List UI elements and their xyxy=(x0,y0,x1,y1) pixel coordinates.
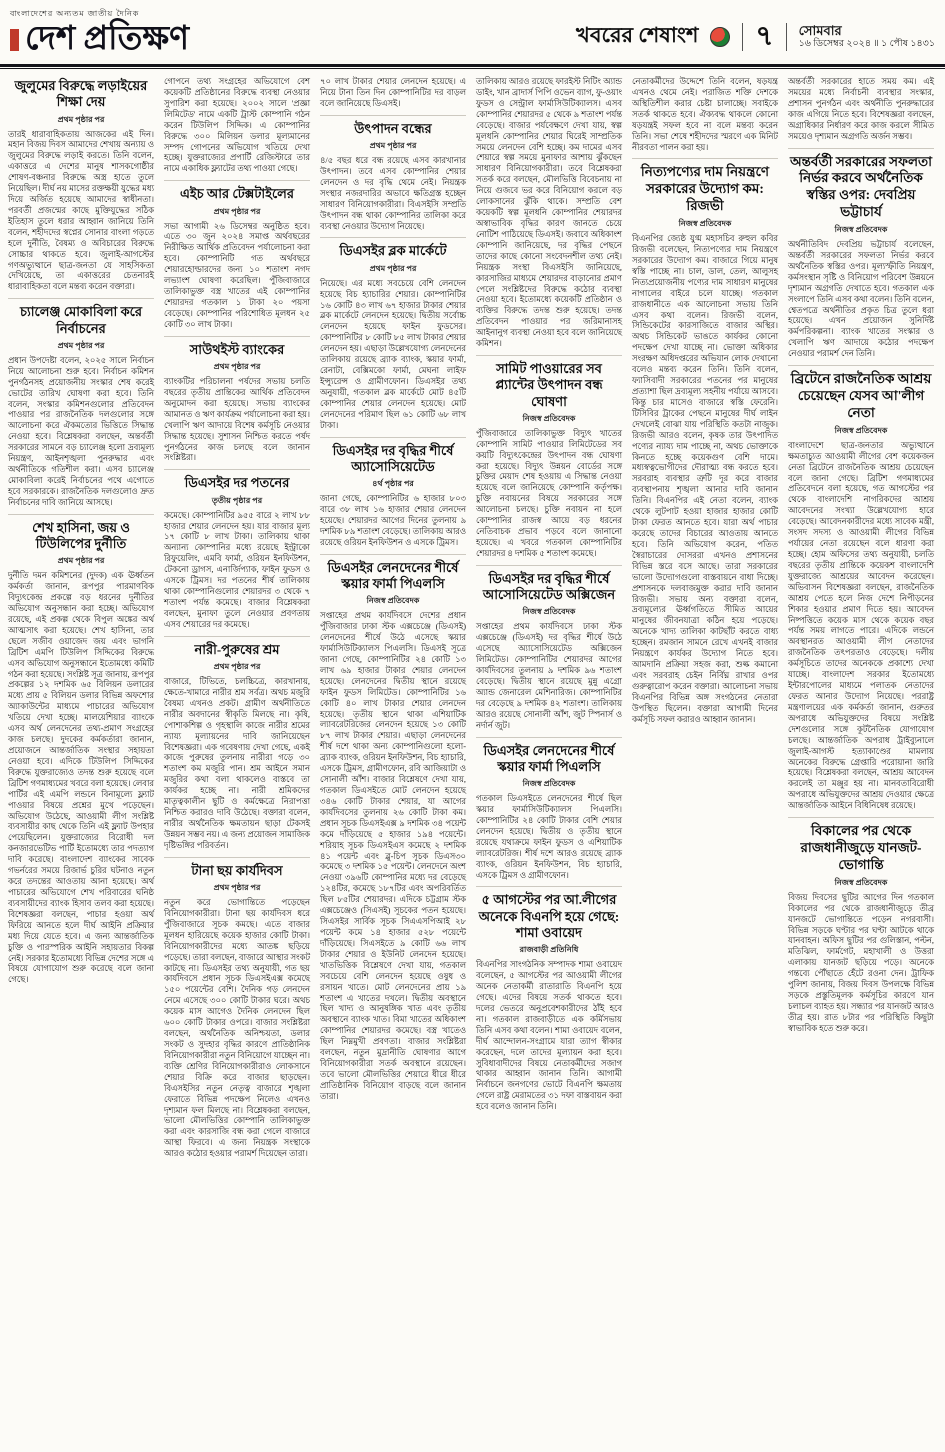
article-body: বিএনপির জ্যেষ্ঠ যুগ্ম মহাসচিব রুহুল কবির রিজভী বলেছেন, নিত্যপণ্যের দাম নিয়ন্ত্রণে সরকারের উদ্যোগ কম। বাজারে গিয়ে মানুষ স্বস্তি পাচ্ছে না। চাল, ডাল, তেল, আলুসহ নিত্যপ্রয়োজনীয় পণ্যের দাম সাধারণ মানুষের নাগালের বাইরে চলে যাচ্ছে। গতকাল রাজধানীতে এক আলোচনা সভায় তিনি এসব কথা বলেন। রিজভী বলেন, সিন্ডিকেটের কারসাজিতে বাজার অস্থির। অথচ সিন্ডিকেট ভাঙতে কার্যকর কোনো পদক্ষেপ দেখা যাচ্ছে না। ভোক্তা অধিকার সংরক্ষণ অধিদপ্তরের অভিযান লোক দেখানো বলেও মন্তব্য করেন তিনি। তিনি বলেন, ফ্যাসিবাদী সরকারের পতনের পর মানুষের প্রত্যাশা ছিল দ্রব্যমূল্য সহনীয় পর্যায়ে আসবে। কিন্তু চার মাসেও বাজারে স্বস্তি ফেরেনি। টিসিবির ট্রাকের পেছনে মানুষের দীর্ঘ লাইন দেখলেই বোঝা যায় পরিস্থিতি কতটা নাজুক। রিজভী আরও বলেন, কৃষক তার উৎপাদিত পণ্যের ন্যায্য দাম পাচ্ছে না, অথচ ভোক্তাকে কিনতে হচ্ছে কয়েকগুণ বেশি দামে। মধ্যস্বত্বভোগীদের দৌরাত্ম্য বন্ধ করতে হবে। সরবরাহ ব্যবস্থার ত্রুটি দূর করে বাজার ব্যবস্থাপনায় শৃঙ্খলা আনার দাবি জানান তিনি। বিএনপির এই নেতা বলেন, ব্যাংক থেকে লুটপাট হওয়া হাজার হাজার কোটি টাকা ফেরত আনতে হবে। যারা অর্থ পাচার করেছে তাদের বিচারের আওতায় আনতে হবে। তিনি অভিযোগ করেন, পতিত স্বৈরাচারের দোসররা এখনও প্রশাসনের বিভিন্ন স্তরে বসে আছে। তারা সরকারের ভালো উদ্যোগগুলো বাস্তবায়নে বাধা দিচ্ছে। প্রশাসনকে দলবাজমুক্ত করার দাবি জানান রিজভী। সভায় অন্য বক্তারা বলেন, দ্রব্যমূল্যের ঊর্ধ্বগতিতে সীমিত আয়ের মানুষের জীবনযাত্রা কঠিন হয়ে পড়েছে। অনেকে খাদ্য তালিকা কাটছাঁট করতে বাধ্য হচ্ছেন। রমজান সামনে রেখে এখনই বাজার নিয়ন্ত্রণে কার্যকর উদ্যোগ নিতে হবে। আমদানি প্রক্রিয়া সহজ করা, শুল্ক কমানো এবং সরবরাহ চেইন নির্বিঘ্ন রাখার ওপর গুরুত্বারোপ করেন বক্তারা। আলোচনা সভায় বিএনপির বিভিন্ন অঙ্গ সংগঠনের নেতারা উপস্থিত ছিলেন। বক্তারা আগামী দিনের কর্মসূচি সফল করারও আহ্বান জানান। xyxy=(632,234,778,724)
article-headline: ডিএসইর দর বৃদ্ধির শীর্ষে আসোসিয়েটেড অক্সিজেন xyxy=(482,570,616,603)
article-dse-gainer-associated xyxy=(320,437,466,549)
article-body: দুর্নীতি দমন কমিশনের (দুদক) এক ঊর্ধ্বতন কর্মকর্তা জানান, রূপপুর পারমাণবিক বিদ্যুৎকেন্দ্র প্রকল্পে বড় ধরনের দুর্নীতির অভিযোগ অনুসন্ধান করা হচ্ছে। অভিযোগ রয়েছে, এই প্রকল্প থেকে বিপুল অঙ্কের অর্থ আত্মসাৎ করা হয়েছে। শেখ হাসিনা, তার ছেলে সজীব ওয়াজেদ জয় এবং ভাগনি ব্রিটিশ এমপি টিউলিপ সিদ্দিকের বিরুদ্ধে এসব অভিযোগ অনুসন্ধানে ইতোমধ্যে কমিটি গঠন করা হয়েছে। সংশ্লিষ্ট সূত্র জানায়, রূপপুর প্রকল্পের ১২ দশমিক ৬৫ বিলিয়ন ডলারের মধ্যে প্রায় ৫ বিলিয়ন ডলার বিভিন্ন অফশোর অ্যাকাউন্টের মাধ্যমে পাচারের অভিযোগ খতিয়ে দেখা হচ্ছে। মালয়েশিয়ার ব্যাংকে এসব অর্থ লেনদেনের তথ্য-প্রমাণ সংগ্রহের কাজ চলছে। দুদকের কর্মকর্তারা জানান, প্রয়োজনে আন্তর্জাতিক সংস্থার সহায়তা নেওয়া হবে। এদিকে টিউলিপ সিদ্দিকের বিরুদ্ধে যুক্তরাজ্যেও তদন্ত শুরু হয়েছে বলে ব্রিটিশ গণমাধ্যমের খবরে বলা হয়েছে। লেবার পার্টির এই এমপি লন্ডনে বিনামূল্যে ফ্ল্যাট পাওয়ার বিষয়ে প্রশ্নের মুখে পড়েছেন। অভিযোগ উঠেছে, আওয়ামী লীগ সংশ্লিষ্ট ব্যবসায়ীর কাছ থেকে তিনি এই ফ্ল্যাট উপহার পেয়েছিলেন। যুক্তরাজ্যের বিরোধী দল কনজারভেটিভ পার্টি ইতোমধ্যে তার পদত্যাগ দাবি করেছে। বাংলাদেশ ব্যাংকের সাবেক গভর্নরের সময়ে রিজার্ভ চুরির ঘটনাও নতুন করে তদন্তের আওতায় আনা হয়েছে। অর্থ পাচারের অভিযোগে শেখ পরিবারের ঘনিষ্ঠ ব্যবসায়ীদের ব্যাংক হিসাব তলব করা হয়েছে। বিশেষজ্ঞরা বলছেন, পাচার হওয়া অর্থ ফিরিয়ে আনতে হলে দীর্ঘ আইনি প্রক্রিয়ার মধ্য দিয়ে যেতে হবে। এ জন্য আন্তর্জাতিক চুক্তি ও পারস্পরিক আইনি সহায়তার বিকল্প নেই। সরকার ইতোমধ্যে বিভিন্ন দেশের সঙ্গে এ বিষয়ে যোগাযোগ শুরু করেছে বলে জানা গেছে। xyxy=(8,571,154,985)
article-byline: প্রথম পৃষ্ঠার পর xyxy=(213,662,261,672)
date-block xyxy=(799,23,935,50)
article-headline: উৎপাদন বন্ধের xyxy=(354,120,432,136)
article-body: গতকাল ডিএসইতে লেনদেনের শীর্ষে ছিল স্কয়ার ফার্মাসিউটিক্যালস পিএলসি। কোম্পানিটির ২৪ কোটি টাকার বেশি শেয়ার লেনদেন হয়েছে। দ্বিতীয় ও তৃতীয় স্থানে রয়েছে যথাক্রমে ফাইন ফুডস ও এশিয়াটিক ল্যাবরেটরিজ। শীর্ষ দশে আরও রয়েছে ব্র্যাক ব্যাংক, ওরিয়ন ইনফিউশন, বিচ হ্যাচারি, এসকে ট্রিমস ও গ্রামীণফোন। xyxy=(476,794,622,880)
article-headline: অন্তর্বর্তী সরকারের সফলতা নির্ভর করবে অর্থনৈতিক স্বস্তির ওপর: দেবপ্রিয় ভট্টাচার্য xyxy=(789,153,933,220)
article-byline: প্রথম পৃষ্ঠার পর xyxy=(369,141,417,151)
article-body: বিএনপির সাংগঠনিক সম্পাদক শামা ওবায়েদ বলেছেন, ৫ আগস্টের পর আওয়ামী লীগের অনেক নেতাকর্মী রাতারাতি বিএনপি হয়ে গেছে। এদের বিষয়ে সতর্ক থাকতে হবে। দলের ভেতরে অনুপ্রবেশকারীদের ঠাঁই হবে না। গতকাল রাজবাড়ীতে এক কর্মিসভায় তিনি এসব কথা বলেন। শামা ওবায়েদ বলেন, দীর্ঘ আন্দোলন-সংগ্রামে যারা ত্যাগ স্বীকার করেছেন, দলে তাদের মূল্যায়ন করা হবে। সুবিধাবাদীদের বিষয়ে নেতাকর্মীদের সজাগ থাকার আহ্বান জানান তিনি। আগামী নির্বাচনে জনগণের ভোটে বিএনপি ক্ষমতায় গেলে রাষ্ট্র মেরামতের ৩১ দফা বাস্তবায়ন করা হবে বলেও জানান তিনি। xyxy=(476,960,622,1112)
page-number: ৭ xyxy=(742,23,786,51)
article-body: প্রধান উপদেষ্টা বলেন, ২০২৫ সালে নির্বাচন নিয়ে আলোচনা শুরু হবে। নির্বাচন কমিশন পুনর্গঠনসহ প্রয়োজনীয় সংস্কার শেষ করেই ভোটের তারিখ ঘোষণা করা হবে। তিনি বলেন, সংস্কার কমিশনগুলোর প্রতিবেদন পাওয়ার পর রাজনৈতিক দলগুলোর সঙ্গে আলোচনা করে ঐকমত্যের ভিত্তিতে সিদ্ধান্ত নেওয়া হবে। বিশ্লেষকরা বলছেন, অন্তর্বর্তী সরকারের সামনে বড় চ্যালেঞ্জ হলো দ্রব্যমূল্য নিয়ন্ত্রণ, আইনশৃঙ্খলা পুনরুদ্ধার এবং অর্থনীতিকে গতিশীল করা। এসব চ্যালেঞ্জ মোকাবিলা করেই নির্বাচনের পথে এগোতে হবে সরকারকে। রাজনৈতিক দলগুলোও দ্রুত নির্বাচনের দাবি জানিয়ে আসছে। xyxy=(8,355,154,507)
article-headline: ডিএসইর লেনদেনের শীর্ষে স্কয়ার ফার্মা পিএলসি xyxy=(483,742,615,774)
article-byline: নিজস্ব প্রতিবেদক xyxy=(522,779,576,789)
article-body: পুঁজিবাজারে তালিকাভুক্ত বিদ্যুৎ খাতের কোম্পানি সামিট পাওয়ার লিমিটেডের সব কয়টি বিদ্যুৎকেন্দ্রের উৎপাদন বন্ধ ঘোষণা করা হয়েছে। বিদ্যুৎ উন্নয়ন বোর্ডের সঙ্গে চুক্তির মেয়াদ শেষ হওয়ায় এ সিদ্ধান্ত নেওয়া হয়েছে বলে জানিয়েছে কোম্পানি কর্তৃপক্ষ। চুক্তি নবায়নের বিষয়ে সরকারের সঙ্গে আলোচনা চলছে। চুক্তি নবায়ন না হলে কোম্পানির রাজস্ব আয়ে বড় ধরনের নেতিবাচক প্রভাব পড়বে বলে জানানো হয়েছে। এ খবরে গতকাল কোম্পানিটির শেয়ারদর ৪ দশমিক ৫ শতাংশ কমেছে। xyxy=(476,428,622,558)
article-uk-asylum xyxy=(788,365,934,812)
article-body: বাজারে, টিভিতে, চলচ্চিত্রে, কারখানায়, ক্ষেতে-খামারে নারীর শ্রম সর্বত্র। অথচ মজুরি বৈষম্য এখনও প্রকট। গ্রামীণ অর্থনীতিতে নারীর অবদানের স্বীকৃতি মিলছে না। কৃষি, পোশাকশিল্প ও গৃহস্থালি কাজে নারীর শ্রমের ন্যায্য মূল্যায়নের দাবি জানিয়েছেন বিশেষজ্ঞরা। এক গবেষণায় দেখা গেছে, একই কাজে পুরুষের তুলনায় নারীরা গড়ে ৩০ শতাংশ কম মজুরি পান। শ্রম আইনে সমান মজুরির কথা বলা থাকলেও বাস্তবে তা কার্যকর হচ্ছে না। নারী শ্রমিকদের মাতৃত্বকালীন ছুটি ও কর্মক্ষেত্রে নিরাপত্তা নিশ্চিত করারও দাবি উঠেছে। বক্তারা বলেন, নারীর অর্থনৈতিক ক্ষমতায়ন ছাড়া টেকসই উন্নয়ন সম্ভব নয়। এ জন্য প্রয়োজন সামাজিক দৃষ্টিভঙ্গির পরিবর্তন। xyxy=(164,677,310,850)
article-headline: নারী-পুরুষের শ্রম xyxy=(194,641,280,657)
article-body: ৪/৫ বছর ধরে বন্ধ রয়েছে এসব কারখানার উৎপাদন। তবে এসব কোম্পানির শেয়ার লেনদেন ও দর বৃদ্ধি থেমে নেই। নিয়ন্ত্রক সংস্থার নজরদারির অভাবে ক্ষতিগ্রস্ত হচ্ছেন সাধারণ বিনিয়োগকারীরা। বিএসইসি সম্প্রতি উৎপাদন বন্ধ থাকা কোম্পানির তালিকা করে ব্যবস্থা নেওয়ার উদ্যোগ নিয়েছে। xyxy=(320,156,466,231)
article-body: অর্থনীতিবিদ দেবপ্রিয় ভট্টাচার্য বলেছেন, অন্তর্বর্তী সরকারের সফলতা নির্ভর করবে অর্থনৈতিক স্বস্তির ওপর। মূল্যস্ফীতি নিয়ন্ত্রণ, কর্মসংস্থান সৃষ্টি ও বিনিয়োগ পরিবেশ উন্নয়নে দৃশ্যমান অগ্রগতি দেখাতে হবে। গতকাল এক সংলাপে তিনি এসব কথা বলেন। তিনি বলেন, শ্বেতপত্রে অর্থনীতির প্রকৃত চিত্র তুলে ধরা হয়েছে। এখন প্রয়োজন সুনির্দিষ্ট কর্মপরিকল্পনা। ব্যাংক খাতের সংস্কার ও খেলাপি ঋণ আদায়ে কঠোর পদক্ষেপ নেওয়ার পরামর্শ দেন তিনি। xyxy=(788,240,934,359)
article-headline: টানা ছয় কার্যদিবস xyxy=(191,862,283,878)
article-headline: সাউথইস্ট ব্যাংকের xyxy=(189,341,285,357)
article-body: জানা গেছে, কোম্পানিটির ৬ হাজার ৮০৩ বারে ৩৮ লাখ ১৬ হাজার শেয়ার লেনদেন হয়েছে। শেয়ারদর আগের দিনের তুলনায় ৯ দশমিক ৮৯ শতাংশ বেড়েছে। তালিকায় আরও রয়েছে ওরিয়ন ইনফিউশন ও এসকে ট্রিমস। xyxy=(320,494,466,547)
article-traffic-jam xyxy=(788,817,934,1035)
article-headline: সামিট পাওয়ারের সব প্ল্যান্টের উৎপাদন বন্ধ ঘোষণা xyxy=(495,361,603,409)
article-headline: ডিএসইর দর পতনের xyxy=(184,475,290,491)
masthead-title-row xyxy=(10,23,189,56)
paper-name: দেশ প্রতিক্ষণ xyxy=(25,21,190,57)
article-dse-turnover-square-2 xyxy=(476,737,622,882)
column-1 xyxy=(8,77,154,991)
article-byline: প্রথম পৃষ্ঠার পর xyxy=(213,883,261,893)
article-byline: প্রথম পৃষ্ঠার পর xyxy=(369,263,417,273)
article-byline: নিজস্ব প্রতিবেদক xyxy=(678,219,732,229)
masthead-left xyxy=(10,8,189,56)
article-fight-oppression xyxy=(8,78,154,293)
article-headline: শেখ হাসিনা, জয় ও টিউলিপের দুর্নীতি xyxy=(32,519,130,551)
article-debapriya-economy xyxy=(788,148,934,361)
section-name: খবরের শেষাংশ xyxy=(576,23,699,47)
article-associated-oxygen xyxy=(476,565,622,732)
article-body: বাংলাদেশে ছাত্র-জনতার অভ্যুত্থানে ক্ষমতাচ্যুত আওয়ামী লীগের বেশ কয়েকজন নেতা ব্রিটেনে রাজনৈতিক আশ্রয় চেয়েছেন বলে জানা গেছে। ব্রিটিশ গণমাধ্যমের প্রতিবেদনে বলা হয়েছে, গত আগস্টের পর থেকে বাংলাদেশি নাগরিকদের আশ্রয় আবেদনের সংখ্যা উল্লেখযোগ্য হারে বেড়েছে। আবেদনকারীদের মধ্যে সাবেক মন্ত্রী, সংসদ সদস্য ও আওয়ামী লীগের বিভিন্ন পর্যায়ের নেতা রয়েছেন বলে ধারণা করা হচ্ছে। হোম অফিসের তথ্য অনুযায়ী, চলতি বছরের তৃতীয় প্রান্তিকে কয়েকশ বাংলাদেশি যুক্তরাজ্যে আশ্রয়ের আবেদন করেছেন। অভিবাসন বিশেষজ্ঞরা বলছেন, রাজনৈতিক আশ্রয় পেতে হলে নিজ দেশে নিপীড়নের শিকার হওয়ার প্রমাণ দিতে হয়। আবেদন নিষ্পত্তিতে কয়েক মাস থেকে কয়েক বছর পর্যন্ত সময় লাগতে পারে। এদিকে লন্ডনে অবস্থানরত আওয়ামী লীগ নেতাদের রাজনৈতিক তৎপরতাও বেড়েছে। দলীয় কর্মসূচিতে তাদের অনেককে প্রকাশ্যে দেখা যাচ্ছে। বাংলাদেশ সরকার ইতোমধ্যে ইন্টারপোলের মাধ্যমে পলাতক নেতাদের ফেরত আনার উদ্যোগ নিয়েছে। পররাষ্ট্র মন্ত্রণালয়ের এক কর্মকর্তা জানান, গুরুতর অপরাধে অভিযুক্তদের বিষয়ে সংশ্লিষ্ট দেশগুলোর সঙ্গে কূটনৈতিক যোগাযোগ চলছে। আন্তর্জাতিক অপরাধ ট্রাইব্যুনালে জুলাই-আগস্ট হত্যাকাণ্ডের মামলায় অনেকের বিরুদ্ধে গ্রেপ্তারি পরোয়ানা জারি হয়েছে। বিশ্লেষকরা বলছেন, আশ্রয় আবেদন করলেই তা মঞ্জুর হয় না। মানবতাবিরোধী অপরাধে অভিযুক্তদের আশ্রয় দেওয়ার ক্ষেত্রে আন্তর্জাতিক আইনে বিধিনিষেধ রয়েছে। xyxy=(788,440,934,811)
continuation-block xyxy=(632,77,778,153)
article-headline: নিত্যপণ্যের দাম নিয়ন্ত্রণে সরকারের উদ্যোগ কম: রিজভী xyxy=(640,164,770,214)
article-rizvi-commodity-prices xyxy=(632,158,778,725)
article-body: নেতাকর্মীদের উদ্দেশে তিনি বলেন, ষড়যন্ত্র এখনও থেমে নেই। পরাজিত শক্তি দেশকে অস্থিতিশীল করার চেষ্টা চালাচ্ছে। সবাইকে সতর্ক থাকতে হবে। ঐক্যবদ্ধ থাকলে কোনো ষড়যন্ত্রই সফল হবে না বলে মন্তব্য করেন তিনি। সভা শেষে শহীদদের স্মরণে এক মিনিট নীরবতা পালন করা হয়। xyxy=(632,77,778,152)
article-byline: নিজস্ব প্রতিবেদক xyxy=(834,425,888,435)
article-headline: চ্যালেঞ্জ মোকাবিলা করে নির্বাচনের xyxy=(19,304,143,336)
article-body: সভা আগামী ২৬ ডিসেম্বর অনুষ্ঠিত হবে। এতে ৩০ জুন ২০২৪ সমাপ্ত অর্থবছরের নিরীক্ষিত আর্থিক প্রতিবেদন পর্যালোচনা করা হবে। কোম্পানিটি গত অর্থবছরে শেয়ারহোল্ডারদের জন্য ১০ শতাংশ নগদ লভ্যাংশ ঘোষণা করেছিল। পুঁজিবাজারে তালিকাভুক্ত বস্ত্র খাতের এই কোম্পানির শেয়ারদর গতকাল ১ টাকা ২০ পয়সা বেড়েছে। কোম্পানির পরিশোধিত মূলধন ২৫ কোটি ৩০ লাখ টাকা। xyxy=(164,221,310,329)
weekday: সোমবার xyxy=(798,23,842,38)
date-line: ১৬ ডিসেম্বর ২০২৪ ॥ ১ পৌষ ১৪৩১ xyxy=(798,38,935,49)
article-six-sessions-decline xyxy=(164,857,310,1160)
article-byline: তৃতীয় পৃষ্ঠার পর xyxy=(211,495,263,505)
article-body: বিজয় দিবসের ছুটির আগের দিন গতকাল বিকালের পর থেকে রাজধানীজুড়ে তীব্র যানজটে ভোগান্তিতে পড়েন নগরবাসী। বিভিন্ন সড়কে ঘণ্টার পর ঘণ্টা আটকে থাকে যানবাহন। অফিস ছুটির পর গুলিস্তান, পল্টন, মতিঝিল, ফার্মগেট, মহাখালী ও উত্তরা এলাকায় যানজট ছড়িয়ে পড়ে। অনেকে গন্তব্যে পৌঁছাতে হেঁটে রওনা দেন। ট্রাফিক পুলিশ জানায়, বিজয় দিবস উপলক্ষে বিভিন্ন সড়কে প্রস্তুতিমূলক কর্মসূচির কারণে যান চলাচল ব্যাহত হয়। সন্ধ্যার পর যানজট আরও তীব্র হয়। রাত ৮টার পর পরিস্থিতি কিছুটা স্বাভাবিক হতে শুরু করে। xyxy=(788,892,934,1033)
continuation-block xyxy=(476,77,622,350)
article-body: গোপনে তথ্য সংগ্রহের অভিযোগে বেশ কয়েকটি প্রতিষ্ঠানের বিরুদ্ধে ব্যবস্থা নেওয়ার সুপারিশ করা হয়েছে। ২০০২ সালে 'প্রজ্ঞা লিমিটেড' নামে একটি ট্রাস্ট কোম্পানি গঠন করেন টিউলিপ সিদ্দিক। এ কোম্পানির বিরুদ্ধে ৩০০ মিলিয়ন ডলার মূল্যমানের সম্পদ গোপনের অভিযোগ খতিয়ে দেখা হচ্ছে। যুক্তরাজ্যের প্রপার্টি রেজিস্টারে তার নামে একাধিক ফ্ল্যাটের তথ্য পাওয়া গেছে। xyxy=(164,77,310,174)
article-body: তারই ধারাবাহিকতায় আজকের এই দিন। মহান বিজয় দিবস আমাদের শেখায় অন্যায় ও জুলুমের বিরুদ্ধে লড়াই করতে। তিনি বলেন, একাত্তরে এ দেশের মানুষ শাসকগোষ্ঠীর শোষণ-বঞ্চনার বিরুদ্ধে অস্ত্র হাতে তুলে নিয়েছিল। দীর্ঘ নয় মাসের রক্তক্ষয়ী যুদ্ধের মধ্য দিয়ে অর্জিত হয়েছে আমাদের স্বাধীনতা। পরবর্তী প্রজন্মের কাছে মুক্তিযুদ্ধের সঠিক ইতিহাস তুলে ধরার আহ্বান জানিয়ে তিনি বলেন, শহীদদের স্বপ্নের সোনার বাংলা গড়তে হলে দুর্নীতি, বৈষম্য ও অবিচারের বিরুদ্ধে সোচ্চার থাকতে হবে। জুলাই-আগস্টের গণঅভ্যুত্থানে ছাত্র-জনতা যে সাহসিকতা দেখিয়েছে, তা একাত্তরের চেতনারই ধারাবাহিকতা বলে মন্তব্য করেন বক্তারা। xyxy=(8,129,154,292)
article-byline: প্রথম পৃষ্ঠার পর xyxy=(57,556,105,566)
article-byline: নিজস্ব প্রতিবেদক xyxy=(522,413,576,423)
article-body: ব্যাংকটির পরিচালনা পর্ষদের সভায় চলতি বছরের তৃতীয় প্রান্তিকের আর্থিক প্রতিবেদন অনুমোদন করা হয়েছে। সভায় ব্যাংকের আমানত ও ঋণ কার্যক্রম পর্যালোচনা করা হয়। খেলাপি ঋণ আদায়ে বিশেষ কর্মসূচি নেওয়ার সিদ্ধান্ত হয়েছে। সুশাসন নিশ্চিত করতে পর্ষদ পুনর্গঠনের কাজ চলছে বলে জানান সংশ্লিষ্টরা। xyxy=(164,377,310,463)
column-3 xyxy=(320,77,466,1108)
column-6 xyxy=(788,77,934,1040)
article-byline: নিজস্ব প্রতিবেদক xyxy=(834,225,888,235)
article-body: অন্তর্বর্তী সরকারের হাতে সময় কম। এই সময়ের মধ্যে নির্বাচনী ব্যবস্থার সংস্কার, প্রশাসন পুনর্গঠন এবং অর্থনীতি পুনরুদ্ধারের কাজ এগিয়ে নিতে হবে। বিশেষজ্ঞরা বলছেন, অগ্রাধিকার নির্ধারণ করে কাজ করলে সীমিত সময়েও দৃশ্যমান অগ্রগতি অর্জন সম্ভব। xyxy=(788,77,934,141)
masthead-flag-icon xyxy=(10,29,19,51)
column-2 xyxy=(164,77,310,1165)
article-production-shut xyxy=(320,115,466,233)
article-summit-power xyxy=(476,355,622,560)
article-headline: ডিএসইর ব্লক মার্কেটে xyxy=(339,243,447,259)
article-byline: প্রথম পৃষ্ঠার পর xyxy=(57,340,105,350)
article-headline: জুলুমের বিরুদ্ধে লড়াইয়ের শিক্ষা দেয় xyxy=(14,78,148,110)
masthead xyxy=(0,0,945,67)
column-5 xyxy=(632,77,778,731)
article-body: নিয়েছে। এর মধ্যে সবচেয়ে বেশি লেনদেন হয়েছে বিচ হ্যাচারির শেয়ার। কোম্পানিটির ১৬ কোটি ৪৩ লাখ ৬৭ হাজার টাকার শেয়ার ব্লক মার্কেটে লেনদেন হয়েছে। দ্বিতীয় সর্বোচ্চ লেনদেন হয়েছে ফাইন ফুডসের। কোম্পানিটির ৮ কোটি ৮৫ লাখ টাকার শেয়ার লেনদেন হয়। এছাড়া উল্লেখযোগ্য লেনদেনের তালিকায় রয়েছে ব্র্যাক ব্যাংক, স্কয়ার ফার্মা, রেনাটা, বেক্সিমকো ফার্মা, মেঘনা লাইফ ইন্স্যুরেন্স ও গ্রামীণফোন। ডিএসইর তথ্য অনুযায়ী, গতকাল ব্লক মার্কেটে মোট ৪৫টি কোম্পানির শেয়ার লেনদেন হয়েছে। মোট লেনদেনের পরিমাণ ছিল ৬১ কোটি ৬৮ লাখ টাকা। xyxy=(320,278,466,430)
column-4 xyxy=(476,77,622,1118)
article-byline: প্রথম পৃষ্ঠার পর xyxy=(213,206,261,216)
article-shama-obaed xyxy=(476,886,622,1113)
article-body: ৭০ লাখ টাকার শেয়ার লেনদেন হয়েছে। এ নিয়ে টানা তিন দিন কোম্পানিটির দর বাড়ল বলে জানিয়েছে ডিএসই। xyxy=(320,77,466,108)
article-body: সপ্তাহের প্রথম কার্যদিবসে ঢাকা স্টক এক্সচেঞ্জে (ডিএসই) দর বৃদ্ধির শীর্ষে উঠে এসেছে অ্যাসোসিয়েটেড অক্সিজেন লিমিটেড। কোম্পানিটির শেয়ারদর আগের কার্যদিবসের তুলনায় ৯ দশমিক ৯৬ শতাংশ বেড়েছে। দ্বিতীয় স্থানে রয়েছে মুন্নু এগ্রো অ্যান্ড জেনারেল মেশিনারিজ। কোম্পানিটির দর বেড়েছে ৯ দশমিক ৪২ শতাংশ। তালিকায় আরও রয়েছে সোনালী আঁশ, জুট স্পিনার্স ও নর্দার্ন জুট। xyxy=(476,622,622,730)
article-headline: এইচ আর টেক্সটাইলের xyxy=(179,186,295,202)
article-headline: ৫ আগস্টের পর আ.লীগের অনেকে বিএনপি হয়ে গেছে: শামা ওবায়েদ xyxy=(478,892,620,940)
continuation-block xyxy=(788,77,934,143)
article-headline: ডিএসইর দর বৃদ্ধির শীর্ষে অ্যাসোসিয়েটেড xyxy=(332,442,454,474)
article-hr-textile xyxy=(164,180,310,330)
article-women-labor xyxy=(164,636,310,852)
article-hasina-joy-tulip xyxy=(8,514,154,987)
article-body: সপ্তাহের প্রথম কার্যদিবসে দেশের প্রধান পুঁজিবাজার ঢাকা স্টক এক্সচেঞ্জে (ডিএসই) লেনদেনের শীর্ষে উঠে এসেছে স্কয়ার ফার্মাসিউটিক্যালস পিএলসি। ডিএসই সূত্রে জানা গেছে, কোম্পানিটির ২৪ কোটি ১৩ লাখ ৬৯ হাজার টাকার শেয়ার লেনদেন হয়েছে। লেনদেনের দ্বিতীয় স্থানে রয়েছে ফাইন ফুডস লিমিটেড। কোম্পানিটির ১৬ কোটি ৪০ লাখ টাকার শেয়ার লেনদেন হয়েছে। তৃতীয় স্থানে থাকা এশিয়াটিক ল্যাবরেটরিজের লেনদেন হয়েছে ১৩ কোটি ৮৭ লাখ টাকার শেয়ার। এছাড়া লেনদেনের শীর্ষ দশে থাকা অন্য কোম্পানিগুলো হলো- ব্র্যাক ব্যাংক, ওরিয়ন ইনফিউশন, বিচ হ্যাচারি, এসকে ট্রিমস, গ্রামীণফোন, রবি আজিয়াটা ও সোনালী আঁশ। বাজার বিশ্লেষণে দেখা যায়, গতকাল ডিএসইতে মোট লেনদেন হয়েছে ৩৪৬ কোটি টাকার শেয়ার, যা আগের কার্যদিবসের তুলনায় ২৬ কোটি টাকা কম। প্রধান সূচক ডিএসইএক্স ৯ দশমিক ৩৪ পয়েন্ট কমে দাঁড়িয়েছে ৫ হাজার ১৯৪ পয়েন্টে। শরিয়াহ সূচক ডিএসইএস কমেছে ২ দশমিক ৪১ পয়েন্ট এবং ব্লু-চিপ সূচক ডিএস৩০ কমেছে ৩ দশমিক ১৫ পয়েন্ট। লেনদেনে অংশ নেওয়া ৩৯৬টি কোম্পানির মধ্যে দর বেড়েছে ১২৪টির, কমেছে ১৮৭টির এবং অপরিবর্তিত ছিল ৮৫টির শেয়ারদর। এদিকে চট্টগ্রাম স্টক এক্সচেঞ্জেও (সিএসই) সূচকের পতন হয়েছে। সিএসইর সার্বিক সূচক সিএএসপিআই ২৮ পয়েন্ট কমে ১৪ হাজার ৫২৮ পয়েন্টে দাঁড়িয়েছে। সিএসইতে ৯ কোটি ৬৬ লাখ টাকার শেয়ার ও ইউনিট লেনদেন হয়েছে। খাতভিত্তিক বিশ্লেষণে দেখা যায়, গতকাল সবচেয়ে বেশি লেনদেন হয়েছে ওষুধ ও রসায়ন খাতে। মোট লেনদেনের প্রায় ১৯ শতাংশ এ খাতের দখলে। দ্বিতীয় অবস্থানে ছিল খাদ্য ও আনুষঙ্গিক খাত এবং তৃতীয় অবস্থানে ব্যাংক খাত। বিমা খাতের অধিকাংশ কোম্পানির শেয়ারদর কমেছে। বস্ত্র খাতেও ছিল নিম্নমুখী প্রবণতা। বাজার সংশ্লিষ্টরা বলছেন, নতুন মুদ্রানীতি ঘোষণার আগে বিনিয়োগকারীরা সতর্ক অবস্থানে রয়েছেন। তবে ভালো মৌলভিত্তির শেয়ারে ধীরে ধীরে প্রাতিষ্ঠানিক বিনিয়োগ বাড়ছে বলে জানান তারা। xyxy=(320,611,466,1101)
article-byline: প্রথম পৃষ্ঠার পর xyxy=(57,114,105,124)
continuation-block xyxy=(164,77,310,175)
article-body: কমেছে। কোম্পানিটির ৯৫৫ বারে ২ লাখ ৮৮ হাজার শেয়ার লেনদেন হয়। যার বাজার মূল্য ১৭ কোটি ৮ লাখ টাকা। তালিকায় থাকা অন্যান্য কোম্পানির মধ্যে রয়েছে ইন্ট্রাকো রিফুয়েলিং, এমবি ফার্মা, ওরিয়ন ইনফিউশন, টেকনো ড্রাগস, এনার্জিপ্যাক, ফাইন ফুডস ও এসকে ট্রিমস। দর পতনের শীর্ষ তালিকায় থাকা কোম্পানিগুলোর শেয়ারদর ৩ থেকে ৭ শতাংশ পর্যন্ত কমেছে। বাজার বিশ্লেষকরা বলছেন, মুনাফা তুলে নেওয়ার প্রবণতায় এসব শেয়ারের দর কমেছে। xyxy=(164,510,310,629)
article-headline: বিকালের পর থেকে রাজধানীজুড়ে যানজট-ভোগান্তি xyxy=(800,823,922,872)
masthead-tagline: বাংলাদেশের অন্যতম জাতীয় দৈনিক xyxy=(10,9,140,18)
news-columns xyxy=(0,67,945,1165)
article-byline: নিজস্ব প্রতিবেদক xyxy=(834,877,888,887)
article-dse-turnover-square xyxy=(320,554,466,1103)
article-byline: নিজস্ব প্রতিবেদক xyxy=(366,596,420,606)
masthead-right xyxy=(576,19,935,56)
article-body: তালিকায় আরও রয়েছে ফারইস্ট নিটিং অ্যান্ড ডাইং, খান ব্রাদার্স পিপি ওভেন ব্যাগ, ফু-ওয়াং ফুডস ও সেন্ট্রাল ফার্মাসিউটিক্যালস। এসব কোম্পানির শেয়ারদর ৫ থেকে ৯ শতাংশ পর্যন্ত বেড়েছে। বাজার পর্যবেক্ষণে দেখা যায়, স্বল্প মূলধনি কোম্পানির শেয়ার ঘিরেই সাম্প্রতিক সময়ে লেনদেন বেশি হচ্ছে। কম দামের এসব শেয়ারে স্বল্প সময়ে মুনাফার আশায় ঝুঁকছেন সাধারণ বিনিয়োগকারীরা। তবে বিশ্লেষকরা সতর্ক করে বলছেন, মৌলভিত্তি বিবেচনায় না নিয়ে গুজবে ভর করে বিনিয়োগ করলে বড় লোকসানের ঝুঁকি থাকে। সম্প্রতি বেশ কয়েকটি স্বল্প মূলধনি কোম্পানির শেয়ারদর অস্বাভাবিক বৃদ্ধির কারণ জানতে চেয়ে নোটিশ পাঠিয়েছে ডিএসই। জবাবে অধিকাংশ কোম্পানি জানিয়েছে, দর বৃদ্ধির পেছনে তাদের কাছে কোনো সংবেদনশীল তথ্য নেই। নিয়ন্ত্রক সংস্থা বিএসইসি জানিয়েছে, কারসাজির মাধ্যমে শেয়ারদর বাড়ানোর প্রমাণ পেলে সংশ্লিষ্টদের বিরুদ্ধে কঠোর ব্যবস্থা নেওয়া হবে। ইতোমধ্যে কয়েকটি প্রতিষ্ঠান ও ব্যক্তির বিরুদ্ধে তদন্ত শুরু হয়েছে। তদন্ত প্রতিবেদন পাওয়ার পর জরিমানাসহ আইনানুগ ব্যবস্থা নেওয়া হবে বলে জানিয়েছে কমিশন। xyxy=(476,77,622,349)
article-byline: ৪র্থ পৃষ্ঠার পর xyxy=(372,479,414,489)
article-headline: ব্রিটেনে রাজনৈতিক আশ্রয় চেয়েছেন যেসব আ'লীগ নেতা xyxy=(790,371,932,420)
article-southeast-bank xyxy=(164,336,310,465)
continuation-block xyxy=(320,77,466,110)
paper-emblem-icon xyxy=(710,27,730,47)
article-election-challenge xyxy=(8,298,154,508)
article-byline: রাজবাড়ী প্রতিনিধি xyxy=(519,945,579,955)
article-byline: প্রথম পৃষ্ঠার পর xyxy=(213,362,261,372)
article-headline: ডিএসইর লেনদেনের শীর্ষে স্কয়ার ফার্মা পিএলসি xyxy=(327,559,459,591)
article-byline: নিজস্ব প্রতিবেদক xyxy=(522,607,576,617)
article-dse-decliners xyxy=(164,469,310,630)
article-dse-block-market xyxy=(320,237,466,431)
article-body: নতুন করে ভোগান্তিতে পড়েছেন বিনিয়োগকারীরা। টানা ছয় কার্যদিবস ধরে পুঁজিবাজারে সূচক কমছে। এতে বাজার মূলধন হারিয়েছে কয়েক হাজার কোটি টাকা। বিনিয়োগকারীদের মধ্যে আতঙ্ক ছড়িয়ে পড়েছে। তারা বলছেন, বাজারে আস্থার সংকট কাটছে না। ডিএসইর তথ্য অনুযায়ী, গত ছয় কার্যদিবসে প্রধান সূচক ডিএসইএক্স কমেছে ১৫০ পয়েন্টের বেশি। দৈনিক গড় লেনদেন নেমে এসেছে ৩০০ কোটি টাকার ঘরে। অথচ কয়েক মাস আগেও দৈনিক লেনদেন ছিল ৬০০ কোটি টাকার ওপরে। বাজার সংশ্লিষ্টরা বলছেন, অর্থনৈতিক অনিশ্চয়তা, ডলার সংকট ও সুদহার বৃদ্ধির কারণে প্রাতিষ্ঠানিক বিনিয়োগকারীরা নতুন বিনিয়োগে যাচ্ছেন না। ব্যক্তি শ্রেণির বিনিয়োগকারীরাও লোকসানে শেয়ার বিক্রি করে বাজার ছাড়ছেন। বিএসইসির নতুন নেতৃত্ব বাজারে শৃঙ্খলা ফেরাতে বিভিন্ন পদক্ষেপ নিলেও এখনও দৃশ্যমান ফল মিলছে না। বিশ্লেষকরা বলছেন, ভালো মৌলভিত্তির কোম্পানি তালিকাভুক্ত করা এবং কারসাজি বন্ধ করা গেলে বাজারে আস্থা ফিরবে। এ জন্য নিয়ন্ত্রক সংস্থাকে আরও কঠোর হওয়ার পরামর্শ দিয়েছেন তারা। xyxy=(164,898,311,1159)
